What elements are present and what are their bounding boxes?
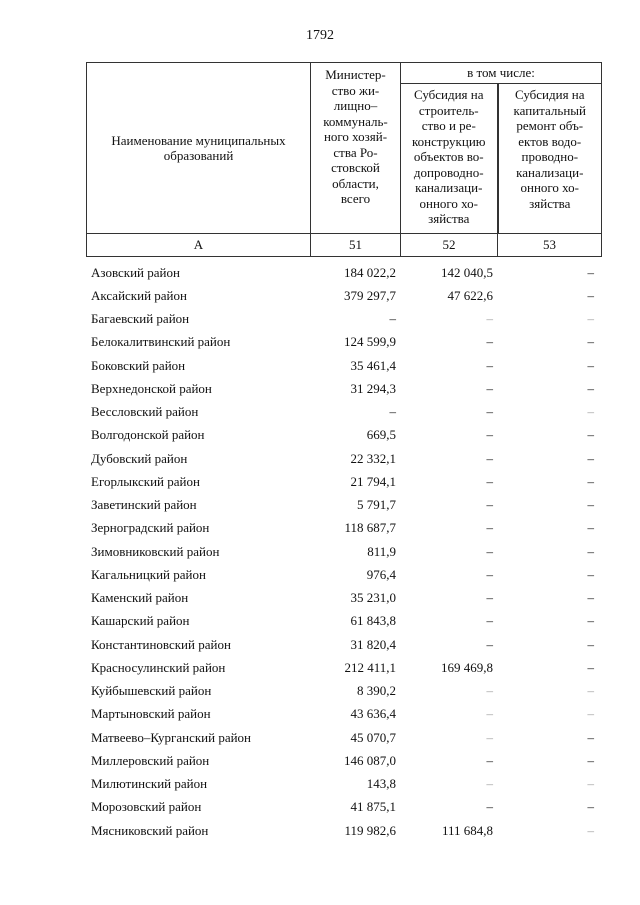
ministry-total-value: 976,4 bbox=[366, 566, 396, 582]
table-row bbox=[86, 354, 601, 377]
municipality-name: Белокалитвинский район bbox=[91, 334, 231, 350]
municipality-name: Каменский район bbox=[91, 590, 189, 606]
header-line: онного хо- bbox=[419, 195, 478, 211]
repair-subsidy-value: – bbox=[587, 729, 594, 745]
repair-subsidy-value: – bbox=[587, 264, 594, 280]
header-line: стовской bbox=[331, 160, 380, 175]
header-line: ектов водо- bbox=[518, 133, 582, 149]
municipality-name: Аксайский район bbox=[91, 287, 187, 303]
construction-subsidy-value: – bbox=[486, 473, 493, 489]
repair-subsidy-value: – bbox=[587, 404, 594, 420]
header-line: зяйства bbox=[529, 195, 571, 211]
repair-subsidy-value: – bbox=[587, 590, 594, 606]
municipality-name: Красносулинский район bbox=[91, 659, 226, 675]
construction-subsidy-value: 111 684,8 bbox=[441, 822, 493, 838]
construction-subsidy-value: – bbox=[486, 311, 493, 327]
municipality-name: Морозовский район bbox=[91, 799, 202, 815]
table-row bbox=[86, 656, 601, 679]
construction-subsidy-value: – bbox=[486, 357, 493, 373]
column-number-51: 51 bbox=[311, 234, 401, 257]
header-line: онного хо- bbox=[520, 180, 580, 195]
table-row bbox=[86, 331, 601, 354]
municipality-name: Вессловский район bbox=[91, 404, 199, 420]
construction-subsidy-value: – bbox=[486, 590, 493, 606]
municipality-name: Кашарский район bbox=[91, 613, 190, 629]
ministry-total-value: 212 411,1 bbox=[344, 659, 396, 675]
header-construction-subsidy bbox=[401, 84, 498, 234]
municipality-name: Азовский район bbox=[91, 264, 180, 280]
ministry-total-value: 811,9 bbox=[367, 543, 396, 559]
ministry-total-value: 21 794,1 bbox=[350, 473, 396, 489]
municipality-name: Куйбышевский район bbox=[91, 683, 212, 699]
municipality-name: Волгодонской район bbox=[91, 427, 205, 443]
construction-subsidy-value: – bbox=[486, 683, 493, 699]
table-row bbox=[86, 563, 601, 586]
header-ministry-total bbox=[311, 63, 401, 234]
municipality-name: Верхнедонской район bbox=[91, 380, 212, 396]
header-including: в том числе: bbox=[401, 63, 602, 84]
repair-subsidy-value: – bbox=[587, 822, 594, 838]
table-row bbox=[86, 494, 601, 517]
municipality-name: Миллеровский район bbox=[91, 752, 210, 768]
table-row bbox=[86, 540, 601, 563]
table-row bbox=[86, 749, 601, 772]
municipality-name: Дубовский район bbox=[91, 450, 188, 466]
ministry-total-value: 45 070,7 bbox=[350, 729, 396, 745]
construction-subsidy-value: – bbox=[486, 520, 493, 536]
budget-table bbox=[86, 62, 601, 842]
repair-subsidy-value: – bbox=[587, 287, 594, 303]
header-line: проводно- bbox=[521, 149, 579, 164]
header-line: конструкцию bbox=[412, 133, 486, 149]
ministry-total-value: 118 687,7 bbox=[344, 520, 396, 536]
ministry-total-value: 5 791,7 bbox=[357, 497, 396, 513]
header-line: ремонт объ- bbox=[516, 118, 584, 133]
municipality-name: Мартыновский район bbox=[91, 706, 211, 722]
construction-subsidy-value: – bbox=[486, 613, 493, 629]
table-row bbox=[86, 377, 601, 400]
construction-subsidy-value: – bbox=[486, 799, 493, 815]
construction-subsidy-value: – bbox=[486, 334, 493, 350]
header-line: лищно– bbox=[333, 98, 378, 113]
header-line: Министер- bbox=[325, 67, 386, 82]
table-row bbox=[86, 447, 601, 470]
municipality-name: Мясниковский район bbox=[91, 822, 209, 838]
ministry-total-value: 119 982,6 bbox=[344, 822, 396, 838]
construction-subsidy-value: – bbox=[486, 752, 493, 768]
ministry-total-value: 31 294,3 bbox=[350, 380, 396, 396]
table-row bbox=[86, 726, 601, 749]
table-header bbox=[86, 62, 602, 257]
repair-subsidy-value: – bbox=[587, 613, 594, 629]
repair-subsidy-value: – bbox=[587, 776, 594, 792]
table-row bbox=[86, 610, 601, 633]
construction-subsidy-value: – bbox=[486, 380, 493, 396]
municipality-name: Матвеево–Курганский район bbox=[91, 729, 252, 745]
construction-subsidy-value: 47 622,6 bbox=[447, 287, 493, 303]
ministry-total-value: 22 332,1 bbox=[350, 450, 396, 466]
repair-subsidy-value: – bbox=[587, 497, 594, 513]
ministry-total-value: 124 599,9 bbox=[344, 334, 396, 350]
municipality-name: Константиновский район bbox=[91, 636, 231, 652]
header-line: объектов во- bbox=[413, 149, 484, 164]
repair-subsidy-value: – bbox=[587, 311, 594, 327]
table-row bbox=[86, 703, 601, 726]
ministry-total-value: 379 297,7 bbox=[344, 287, 396, 303]
ministry-total-value: 146 087,0 bbox=[344, 752, 396, 768]
repair-subsidy-value: – bbox=[587, 473, 594, 489]
municipality-name: Кагальницкий район bbox=[91, 566, 206, 582]
construction-subsidy-value: 169 469,8 bbox=[441, 659, 493, 675]
municipality-name: Боковский район bbox=[91, 357, 186, 373]
table-row bbox=[86, 308, 601, 331]
column-number-53: 53 bbox=[498, 234, 602, 257]
municipality-name: Егорлыкский район bbox=[91, 473, 200, 489]
construction-subsidy-value: – bbox=[486, 636, 493, 652]
construction-subsidy-value: 142 040,5 bbox=[441, 264, 493, 280]
table-row bbox=[86, 470, 601, 493]
construction-subsidy-value: – bbox=[486, 543, 493, 559]
table-row bbox=[86, 773, 601, 796]
ministry-total-value: – bbox=[389, 404, 396, 420]
repair-subsidy-value: – bbox=[587, 752, 594, 768]
construction-subsidy-value: – bbox=[486, 427, 493, 443]
table-row bbox=[86, 517, 601, 540]
header-line: канализаци- bbox=[516, 164, 584, 180]
header-line: допроводно- bbox=[413, 164, 484, 180]
table-row bbox=[86, 424, 601, 447]
header-line: всего bbox=[340, 191, 371, 206]
repair-subsidy-value: – bbox=[587, 543, 594, 559]
header-line: строитель- bbox=[418, 102, 479, 118]
construction-subsidy-value: – bbox=[486, 729, 493, 745]
construction-subsidy-value: – bbox=[486, 566, 493, 582]
municipality-name: Заветинский район bbox=[91, 497, 197, 513]
municipality-name: Милютинский район bbox=[91, 776, 208, 792]
repair-subsidy-value: – bbox=[587, 450, 594, 466]
construction-subsidy-value: – bbox=[486, 404, 493, 420]
repair-subsidy-value: – bbox=[587, 636, 594, 652]
ministry-total-value: 8 390,2 bbox=[357, 683, 396, 699]
page-number: 1792 bbox=[306, 28, 334, 43]
municipality-name: Багаевский район bbox=[91, 311, 190, 327]
repair-subsidy-value: – bbox=[587, 520, 594, 536]
header-line: области, bbox=[332, 175, 379, 191]
repair-subsidy-value: – bbox=[587, 380, 594, 396]
municipality-name: Зимовниковский район bbox=[91, 543, 220, 559]
repair-subsidy-value: – bbox=[587, 706, 594, 722]
header-line: зяйства bbox=[428, 211, 470, 226]
municipality-name: Зерноградский район bbox=[91, 520, 210, 536]
column-number-a: А bbox=[87, 234, 311, 257]
ministry-total-value: – bbox=[389, 311, 396, 327]
construction-subsidy-value: – bbox=[486, 706, 493, 722]
header-line: ства Ро- bbox=[333, 144, 378, 160]
repair-subsidy-value: – bbox=[587, 683, 594, 699]
construction-subsidy-value: – bbox=[486, 450, 493, 466]
ministry-total-value: 184 022,2 bbox=[344, 264, 396, 280]
ministry-total-value: 43 636,4 bbox=[350, 706, 396, 722]
ministry-total-value: 35 231,0 bbox=[350, 590, 396, 606]
ministry-total-value: 35 461,4 bbox=[350, 357, 396, 373]
header-repair-subsidy bbox=[498, 84, 602, 234]
repair-subsidy-value: – bbox=[587, 357, 594, 373]
table-row bbox=[86, 819, 601, 842]
repair-subsidy-value: – bbox=[587, 799, 594, 815]
header-line: ство и ре- bbox=[421, 118, 476, 133]
header-line: Субсидия на bbox=[413, 87, 484, 102]
table-row bbox=[86, 587, 601, 610]
ministry-total-value: 143,8 bbox=[366, 776, 396, 792]
table-body bbox=[86, 261, 601, 842]
ministry-total-value: 31 820,4 bbox=[350, 636, 396, 652]
header-line: канализаци- bbox=[415, 180, 483, 195]
table-row bbox=[86, 633, 601, 656]
column-number-52: 52 bbox=[401, 234, 498, 257]
ministry-total-value: 61 843,8 bbox=[350, 613, 396, 629]
header-line: Субсидия на bbox=[514, 87, 585, 102]
ministry-total-value: 41 875,1 bbox=[350, 799, 396, 815]
construction-subsidy-value: – bbox=[486, 497, 493, 513]
header-line: коммуналь- bbox=[323, 113, 388, 129]
table-row bbox=[86, 796, 601, 819]
repair-subsidy-value: – bbox=[587, 427, 594, 443]
construction-subsidy-value: – bbox=[486, 776, 493, 792]
repair-subsidy-value: – bbox=[587, 566, 594, 582]
table-row bbox=[86, 261, 601, 284]
column-number-row bbox=[87, 234, 602, 257]
table-row bbox=[86, 284, 601, 307]
header-line: ного хозяй- bbox=[323, 129, 388, 144]
repair-subsidy-value: – bbox=[587, 334, 594, 350]
header-municipality: Наименование муниципальных образований bbox=[87, 63, 311, 234]
repair-subsidy-value: – bbox=[587, 659, 594, 675]
header-line: капитальный bbox=[513, 102, 586, 118]
table-row bbox=[86, 401, 601, 424]
header-line: ство жи- bbox=[331, 82, 380, 98]
table-row bbox=[86, 680, 601, 703]
ministry-total-value: 669,5 bbox=[366, 427, 396, 443]
